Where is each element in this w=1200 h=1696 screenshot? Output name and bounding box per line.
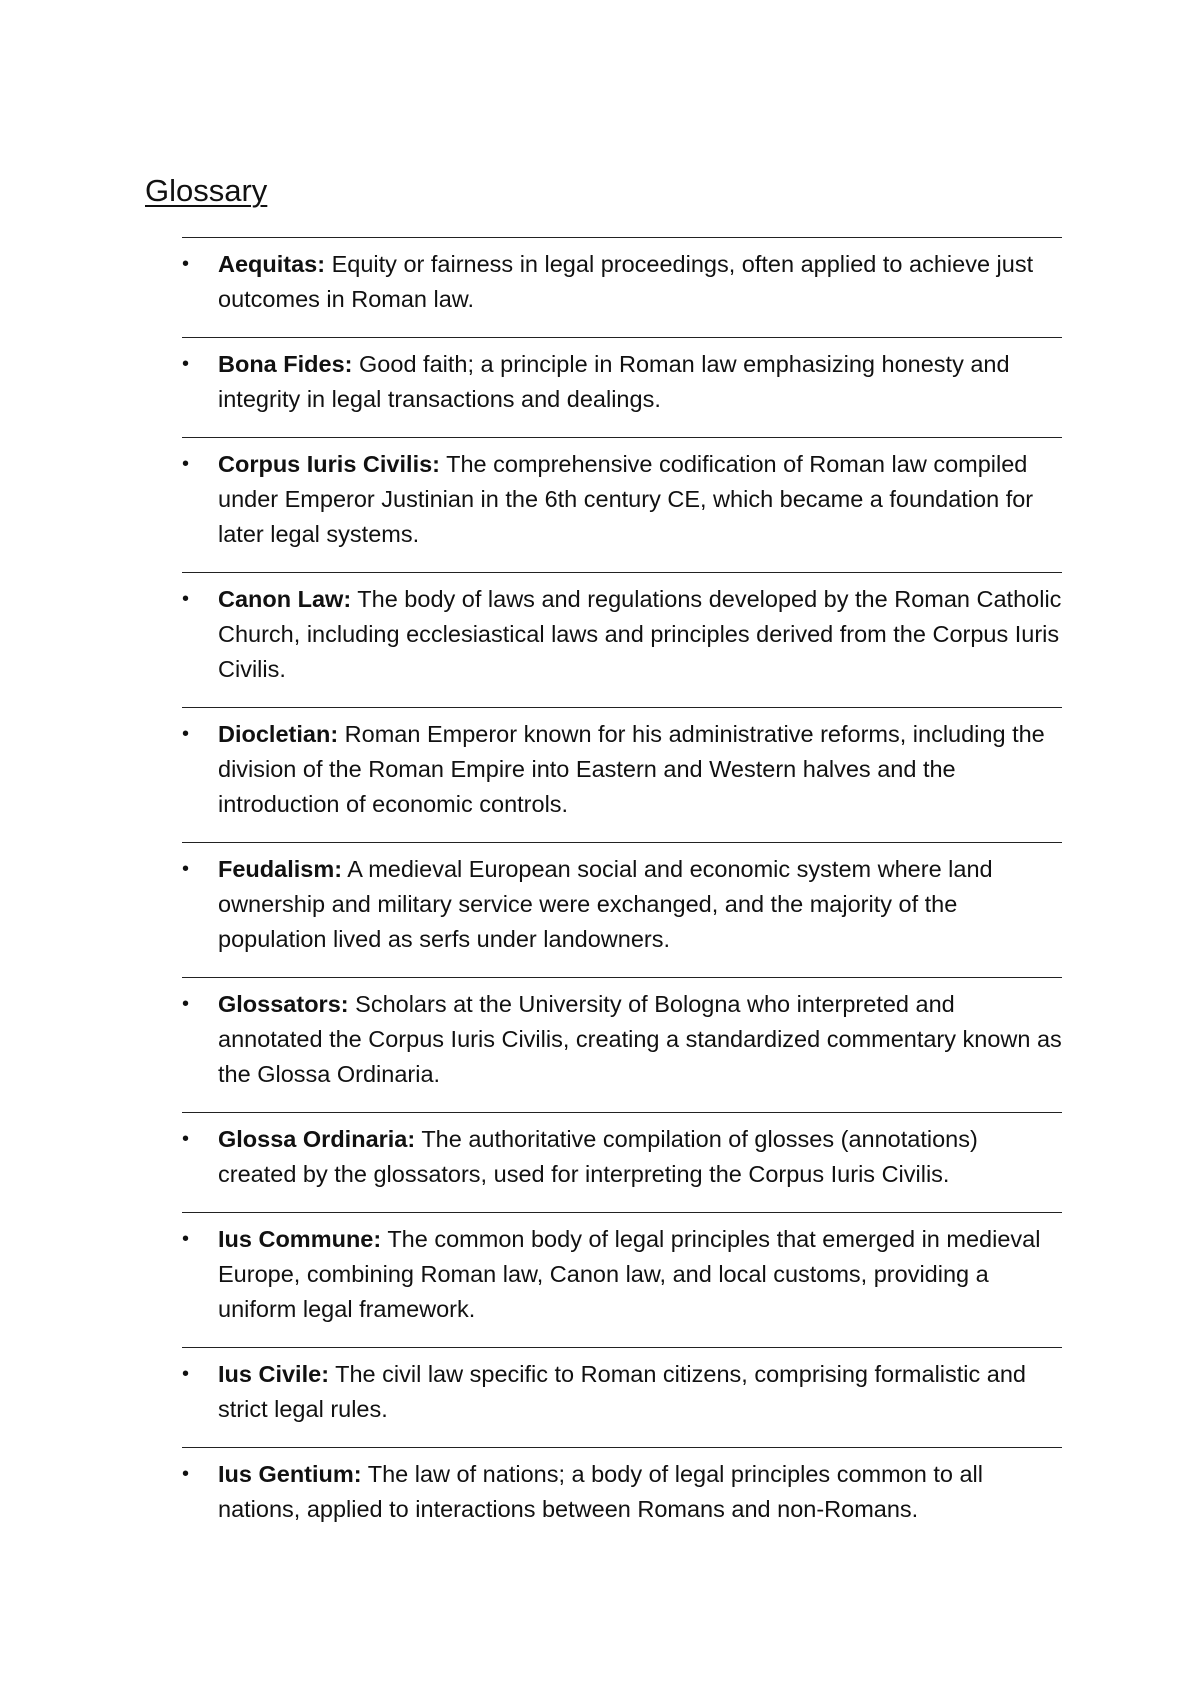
glossary-definition: The body of laws and regulations developed by the Roman Catholic Church, including ecclesiastical laws and principles derived from the Corpus Iuris Civilis. (218, 586, 1062, 682)
glossary-term: Ius Gentium: (218, 1461, 362, 1487)
bullet-icon: • (182, 453, 190, 475)
glossary-definition: The common body of legal principles that emerged in medieval Europe, combining Roman law, Canon law, and local customs, providing a uniform legal framework. (218, 1226, 1041, 1322)
glossary-term: Ius Commune: (218, 1226, 382, 1252)
glossary-entry (182, 1447, 1062, 1547)
bullet-icon: • (182, 723, 190, 745)
bullet-icon: • (182, 1463, 190, 1485)
glossary-definition: The civil law specific to Roman citizens, comprising formalistic and strict legal rules. (218, 1361, 1026, 1422)
glossary-entry (182, 437, 1062, 572)
bullet-icon: • (182, 353, 190, 375)
glossary-entry (182, 337, 1062, 437)
glossary-definition: The authoritative compilation of glosses (annotations) created by the glossators, used for interpreting the Corpus Iuris Civilis. (218, 1126, 978, 1187)
glossary-term: Bona Fides: (218, 351, 353, 377)
glossary-definition: Scholars at the University of Bologna who interpreted and annotated the Corpus Iuris Civilis, creating a standardized commentary known as the Glossa Ordinaria. (218, 991, 1062, 1087)
glossary-entry (182, 572, 1062, 707)
glossary-entry (182, 977, 1062, 1112)
glossary-term: Glossators: (218, 991, 349, 1017)
glossary-term: Diocletian: (218, 721, 339, 747)
glossary-term: Ius Civile: (218, 1361, 330, 1387)
glossary-term: Aequitas: (218, 251, 326, 277)
bullet-icon: • (182, 1228, 190, 1250)
page-title: Glossary (145, 173, 268, 208)
glossary-definition: Roman Emperor known for his administrative reforms, including the division of the Roman Empire into Eastern and Western halves and the introduction of economic controls. (218, 721, 1045, 817)
bullet-icon: • (182, 1363, 190, 1385)
glossary-term: Corpus Iuris Civilis: (218, 451, 440, 477)
glossary-definition: Good faith; a principle in Roman law emphasizing honesty and integrity in legal transactions and dealings. (218, 351, 1010, 412)
glossary-entry (182, 237, 1062, 337)
glossary-entry (182, 1212, 1062, 1347)
glossary-entry (182, 1112, 1062, 1212)
bullet-icon: • (182, 1128, 190, 1150)
glossary-entry (182, 707, 1062, 842)
glossary-definition: The law of nations; a body of legal principles common to all nations, applied to interactions between Romans and non-Romans. (218, 1461, 983, 1522)
glossary-list (182, 237, 1062, 1547)
bullet-icon: • (182, 993, 190, 1015)
glossary-entry (182, 1347, 1062, 1447)
glossary-definition: Equity or fairness in legal proceedings, often applied to achieve just outcomes in Roman law. (218, 251, 1034, 312)
glossary-definition: The comprehensive codification of Roman law compiled under Emperor Justinian in the 6th century CE, which became a foundation for later legal systems. (218, 451, 1034, 547)
glossary-term: Feudalism: (218, 856, 343, 882)
glossary-term: Glossa Ordinaria: (218, 1126, 416, 1152)
bullet-icon: • (182, 253, 190, 275)
bullet-icon: • (182, 858, 190, 880)
glossary-entry (182, 842, 1062, 977)
glossary-definition: A medieval European social and economic system where land ownership and military service were exchanged, and the majority of the population lived as serfs under landowners. (218, 856, 993, 952)
bullet-icon: • (182, 588, 190, 610)
glossary-term: Canon Law: (218, 586, 352, 612)
